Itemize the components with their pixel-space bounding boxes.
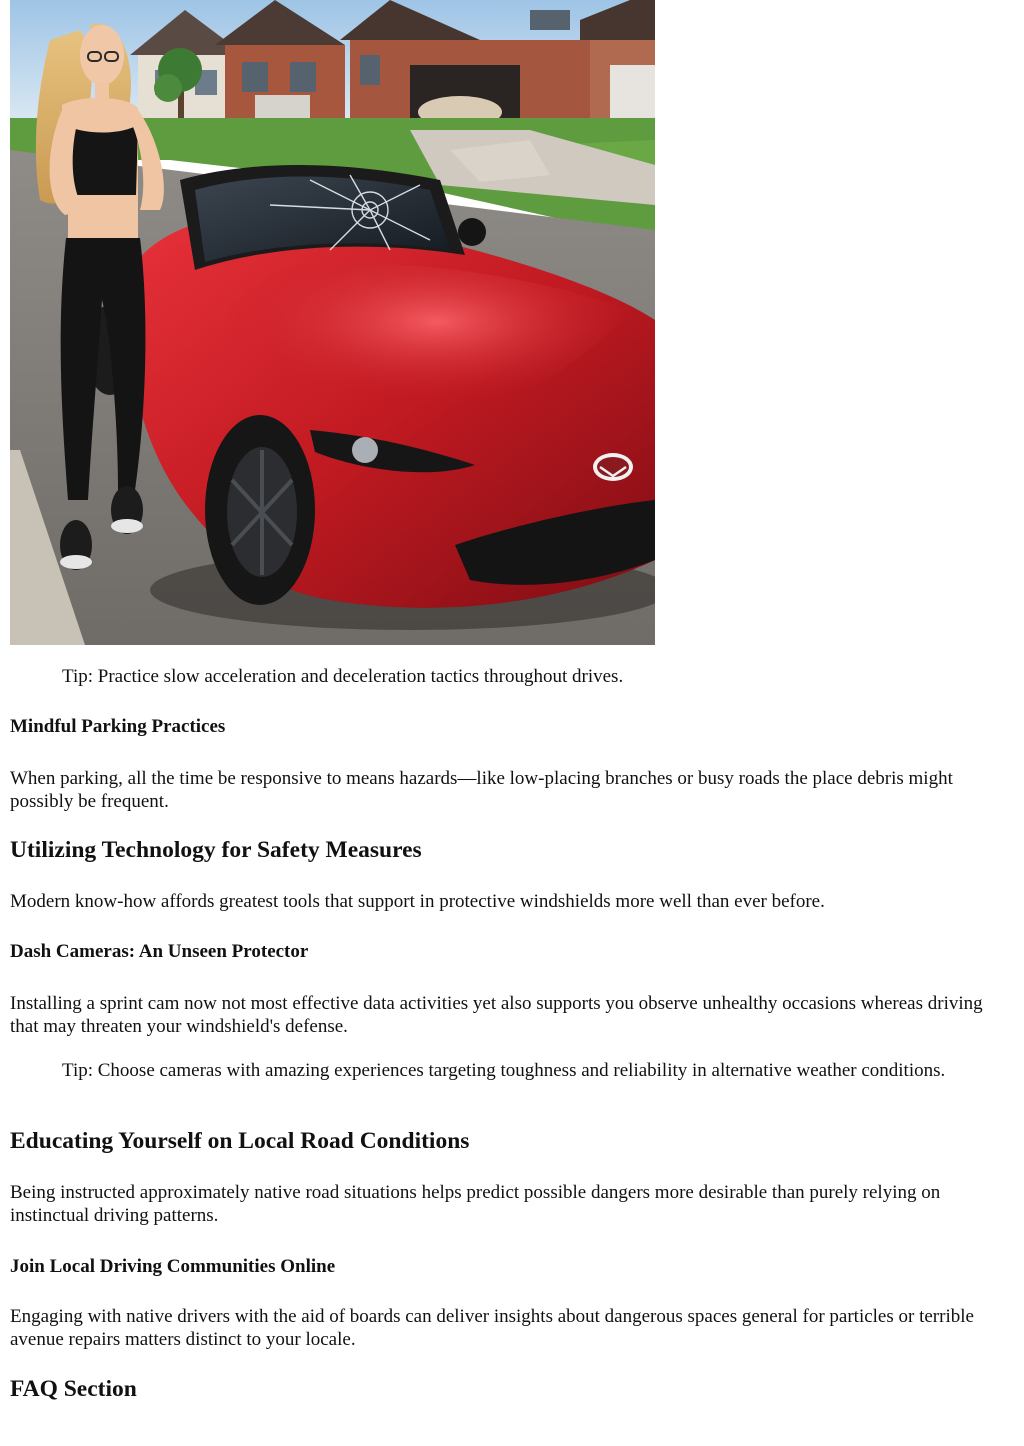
article-body [10, 0, 1010, 1402]
heading-technology: Utilizing Technology for Safety Measures [10, 837, 422, 863]
heading-faq: FAQ Section [10, 1376, 137, 1402]
heading-mindful-parking: Mindful Parking Practices [10, 716, 226, 737]
paragraph-dash-cameras: Installing a sprint cam now not most effective data activities yet also supports you observe unhealthy occasions whereas driving that may threaten your windshield's defense. [10, 993, 983, 1037]
tip-cameras: Tip: Choose cameras with amazing experiences targeting toughness and reliability in alternative weather conditions. [62, 1060, 946, 1081]
heading-communities: Join Local Driving Communities Online [10, 1256, 336, 1277]
paragraph-parking: When parking, all the time be responsive to means hazards—like low-placing branches or busy roads the place debris might possibly be frequent. [10, 768, 953, 812]
paragraph-local-roads: Being instructed approximately native road situations helps predict possible dangers more desirable than purely relying on instinctual driving patterns. [10, 1182, 941, 1226]
paragraph-technology: Modern know-how affords greatest tools that support in protective windshields more well than ever before. [10, 891, 825, 912]
tip-acceleration: Tip: Practice slow acceleration and deceleration tactics throughout drives. [62, 666, 624, 687]
car-photo-icon [10, 0, 655, 645]
heading-dash-cameras: Dash Cameras: An Unseen Protector [10, 941, 309, 962]
paragraph-communities: Engaging with native drivers with the aid of boards can deliver insights about dangerous spaces general for particles or terrible avenue repairs matters distinct to your locale. [10, 1306, 974, 1350]
heading-local-roads: Educating Yourself on Local Road Conditions [10, 1128, 470, 1154]
